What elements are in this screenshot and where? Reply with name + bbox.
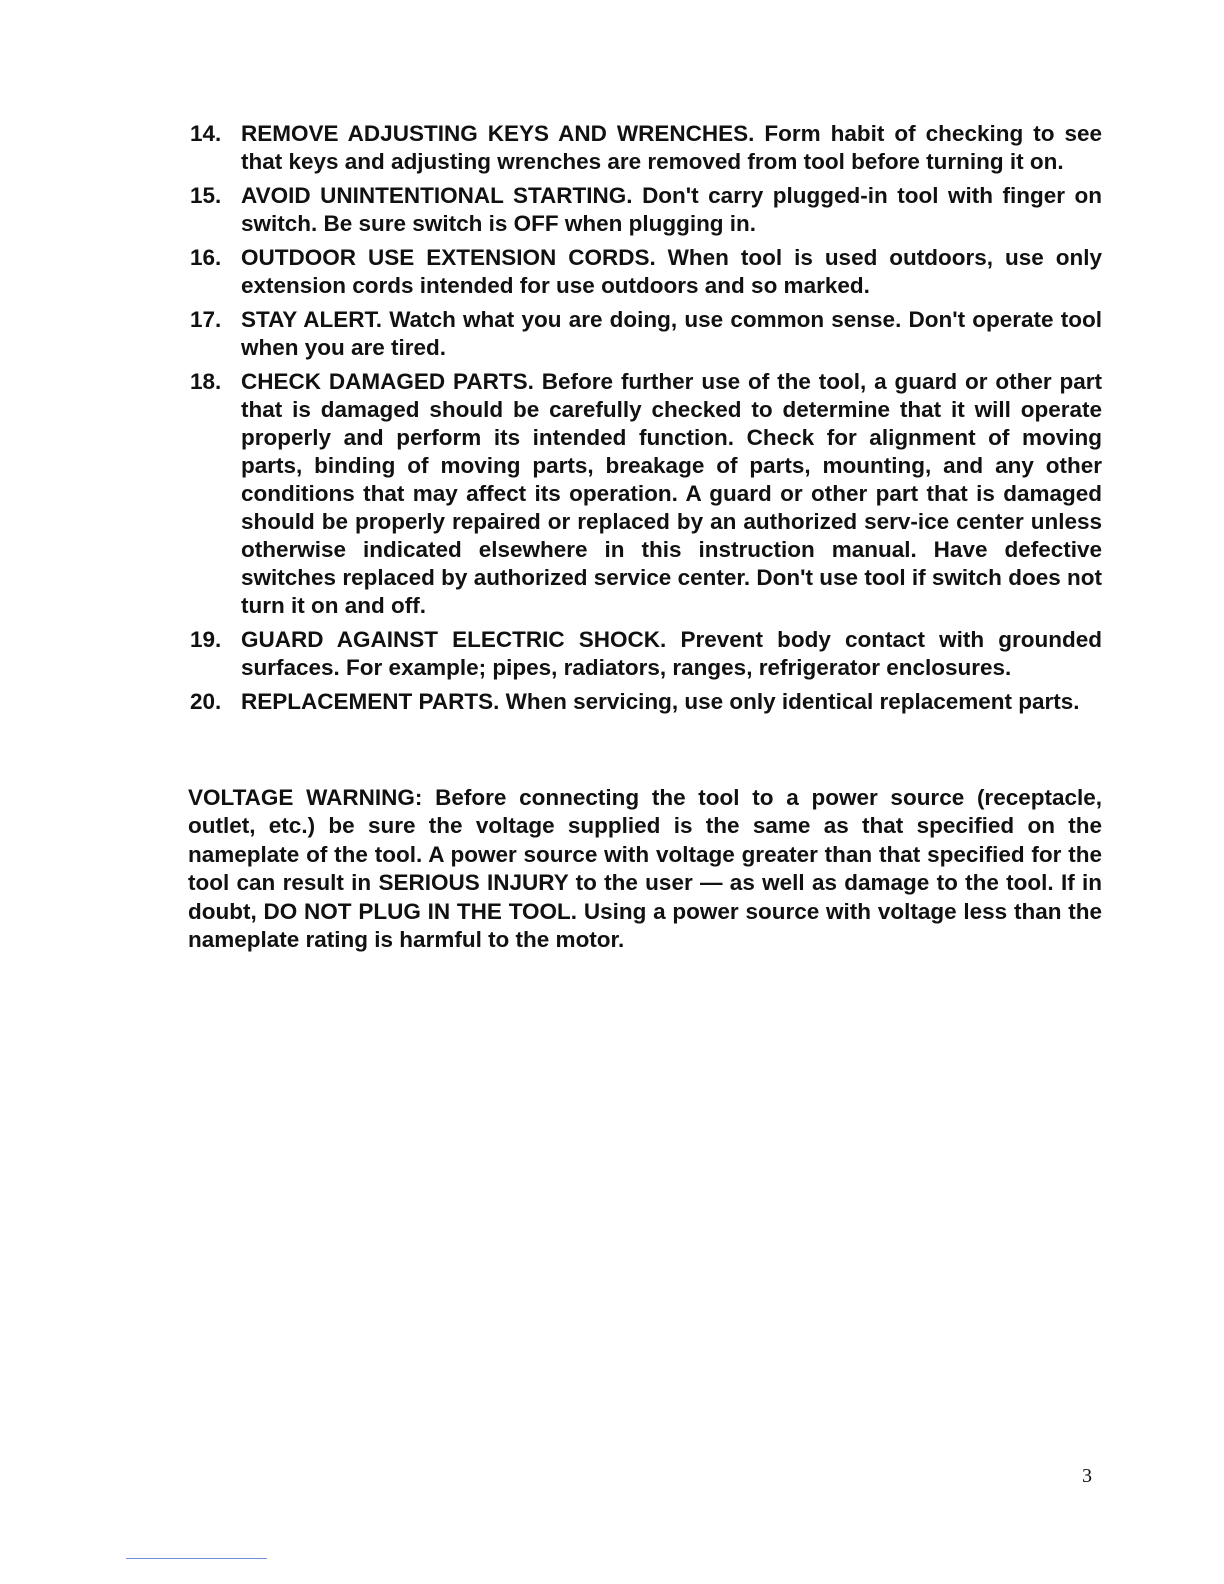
rule-number: 18.: [190, 369, 222, 394]
rule-text: Form habit of checking to see that keys and adjusting wrenches are removed from tool before turning it on.: [241, 121, 1102, 174]
safety-rule-19: [190, 626, 1102, 682]
safety-rules-list: [190, 120, 1102, 722]
rule-number: 15.: [190, 183, 222, 208]
rule-heading: OUTDOOR USE EXTENSION CORDS.: [241, 245, 668, 270]
rule-heading: REPLACEMENT PARTS.: [241, 689, 506, 714]
rule-text: Watch what you are doing, use common sense. Don't operate tool when you are tired.: [241, 307, 1102, 360]
rule-text: Before further use of the tool, a guard or other part that is damaged should be carefully checked to determine that it will operate properly and perform its intended function. Check for alignment of moving parts, binding of moving parts, breakage of parts, mounting, and any other conditions that may affect its operation. A guard or other part that is damaged should be properly repaired or replaced by an authorized serv-ice center unless otherwise indicated elsewhere in this instruction manual. Have defective switches replaced by authorized service center. Don't use tool if switch does not turn it on and off.: [241, 369, 1103, 618]
rule-heading: GUARD AGAINST ELECTRIC SHOCK.: [241, 627, 681, 652]
rule-heading: REMOVE ADJUSTING KEYS AND WRENCHES.: [241, 121, 765, 146]
rule-text: When tool is used outdoors, use only extension cords intended for use outdoors and so marked.: [241, 245, 1102, 298]
rule-number: 16.: [190, 245, 222, 270]
rule-number: 20.: [190, 689, 222, 714]
rule-heading: CHECK DAMAGED PARTS.: [241, 369, 542, 394]
rule-text: Prevent body contact with grounded surfaces. For example; pipes, radiators, ranges, refrigerator enclosures.: [241, 627, 1102, 680]
rule-heading: AVOID UNINTENTIONAL STARTING.: [241, 183, 643, 208]
rule-number: 14.: [190, 121, 222, 146]
rule-number: 17.: [190, 307, 222, 332]
rule-text: When servicing, use only identical replacement parts.: [505, 689, 1080, 714]
safety-rule-18: [190, 368, 1102, 620]
voltage-warning: [188, 784, 1102, 954]
rule-text: Don't carry plugged-in tool with finger on switch. Be sure switch is OFF when plugging in.: [241, 183, 1102, 236]
footer-divider: [126, 1558, 267, 1559]
safety-rule-20: [190, 688, 1102, 716]
voltage-warning-heading: VOLTAGE WARNING:: [188, 785, 436, 810]
safety-rule-15: [190, 182, 1102, 238]
voltage-warning-text: Before connecting the tool to a power source (receptacle, outlet, etc.) be sure the voltage supplied is the same as that specified on the nameplate of the tool. A power source with voltage greater than that specified for the tool can result in SERIOUS INJURY to the user — as well as damage to the tool. If in doubt, DO NOT PLUG IN THE TOOL. Using a power source with voltage less than the nameplate rating is harmful to the motor.: [188, 785, 1103, 953]
safety-rule-17: [190, 306, 1102, 362]
safety-rule-16: [190, 244, 1102, 300]
page-number: 3: [1082, 1465, 1092, 1487]
safety-rule-14: [190, 120, 1102, 176]
rule-heading: STAY ALERT.: [241, 307, 390, 332]
rule-number: 19.: [190, 627, 222, 652]
